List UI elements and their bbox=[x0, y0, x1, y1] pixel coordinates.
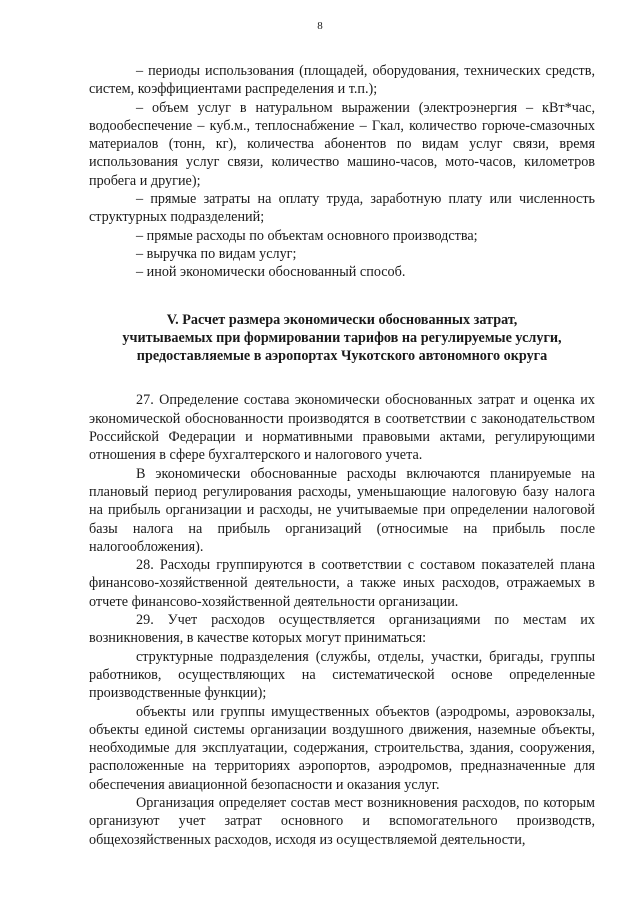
paragraph-28: 28. Расходы группируются в соответствии с составом показателей плана финансово-хозяйственной деятельности, а также иных расходов, отражаемых в отчете финансово-хозяйственной деятельности организации. bbox=[89, 557, 595, 610]
document-body bbox=[89, 62, 595, 849]
section-heading-line-2: учитываемых при формировании тарифов на регулируемые услуги, bbox=[122, 329, 562, 346]
list-item-service-volume: – объем услуг в натуральном выражении (электроэнергия – кВт*час, водообеспечение – куб.м., теплоснабжение – Гкал, количество горюче-смазочных материалов (тонн, кг), количества абонентов по видам услуг связи, время использования услуг связи, количество машино-часов, мото-часов, километров пробега и другие); bbox=[89, 99, 595, 189]
list-item-usage-periods: – периоды использования (площадей, оборудования, технических средств, систем, коэффициентами распределения и т.п.); bbox=[89, 63, 595, 98]
paragraph-cost-locations: Организация определяет состав мест возникновения расходов, по которым организуют учет затрат основного и вспомогательного производств, общехозяйственных расходов, исходя из осуществляемой деятельности, bbox=[89, 794, 595, 848]
page-number: 8 bbox=[317, 20, 323, 32]
section-spacer bbox=[89, 365, 595, 391]
paragraph-economic-expenses: В экономически обоснованные расходы включаются планируемые на плановый период регулирования расходы, уменьшающие налоговую базу налога на прибыль организации и расходы, не учитываемые при определении налоговой базы налога на прибыль организаций (относимые на прибыль после налогообложения). bbox=[89, 465, 595, 555]
section-heading-line-3: предоставляемые в аэропортах Чукотского автономного округа bbox=[136, 348, 548, 365]
section-heading-line-1: V. Расчет размера экономически обоснованных затрат, bbox=[166, 311, 518, 328]
paragraph-27: 27. Определение состава экономически обоснованных затрат и оценка их экономической обоснованности производятся в соответствии с законодательством Российской Федерации и нормативными правовыми актами, регулирующими отношения в сфере бухгалтерского и налогового учета. bbox=[89, 392, 595, 464]
list-item-labor-costs: – прямые затраты на оплату труда, заработную плату или численность структурных подразделений; bbox=[89, 191, 595, 226]
list-item-revenue: – выручка по видам услуг; bbox=[136, 245, 297, 262]
paragraph-29: 29. Учет расходов осуществляется организациями по местам их возникновения, в качестве которых могут приниматься: bbox=[89, 612, 595, 647]
section-heading bbox=[89, 311, 595, 366]
paragraph-structural-units: структурные подразделения (службы, отделы, участки, бригады, группы работников, осуществляющих на систематической основе определенные производственные функции); bbox=[89, 648, 595, 702]
list-item-direct-costs: – прямые расходы по объектам основного производства; bbox=[136, 227, 478, 244]
paragraph-property-objects: объекты или группы имущественных объектов (аэродромы, аэровокзалы, объекты единой системы организации воздушного движения, наземные объекты, необходимые для эксплуатации, содержания, строительства, здания, сооружения, расположенные на территориях аэропортов, аэродромов, предназначенные для обеспечения авиационной безопасности и оказания услуг. bbox=[89, 703, 595, 793]
list-item-other-method: – иной экономически обоснованный способ. bbox=[136, 264, 406, 281]
